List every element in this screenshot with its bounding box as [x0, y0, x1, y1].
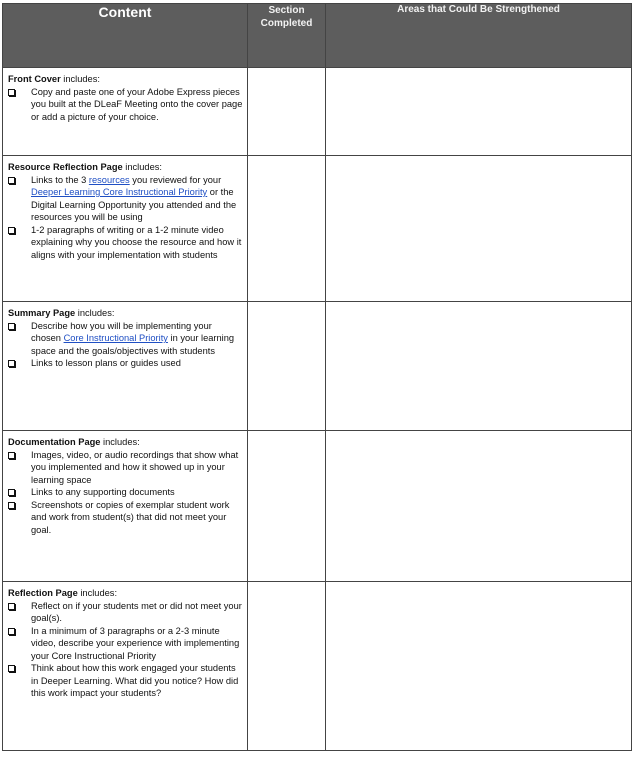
row-resource-reflection — [3, 156, 632, 302]
resources-link[interactable]: resources — [88, 174, 130, 185]
content-cell — [3, 156, 248, 302]
checklist-item: Links to lesson plans or guides used — [8, 357, 243, 370]
areas-cell[interactable] — [326, 68, 632, 156]
row-reflection — [3, 582, 632, 751]
row-documentation — [3, 431, 632, 582]
section-completed-cell[interactable] — [248, 431, 326, 582]
checkbox-icon — [8, 177, 15, 184]
checklist-item: Links to any supporting documents — [8, 486, 243, 499]
row-summary — [3, 302, 632, 431]
core-priority-link[interactable]: Core Instructional Priority — [63, 333, 168, 343]
header-content: Content — [3, 4, 248, 68]
row-title: Summary Page includes: — [8, 308, 115, 318]
checkbox-icon — [8, 89, 15, 96]
checkbox-icon — [8, 603, 15, 610]
row-title: Resource Reflection Page includes: — [8, 162, 162, 172]
checkbox-icon — [8, 360, 15, 367]
checkbox-icon — [8, 628, 15, 635]
checkbox-icon — [8, 227, 15, 234]
checklist-item: Screenshots or copies of exemplar student work and work from student(s) that did not meet your goal. — [8, 499, 243, 537]
section-completed-cell[interactable] — [248, 302, 326, 431]
content-cell — [3, 68, 248, 156]
checklist-item: Images, video, or audio recordings that show what you implemented and how it showed up in your learning space — [8, 449, 243, 487]
header-areas-strengthened: Areas that Could Be Strengthened — [326, 4, 632, 68]
section-completed-cell[interactable] — [248, 68, 326, 156]
checklist-item: Reflect on if your students met or did not meet your goal(s). — [8, 600, 243, 625]
row-title: Front Cover includes: — [8, 74, 100, 84]
checklist-item: Copy and paste one of your Adobe Express pieces you built at the DLeaF Meeting onto the cover page or add a picture of your choice. — [8, 86, 243, 124]
rubric-table — [2, 3, 632, 751]
areas-cell[interactable] — [326, 431, 632, 582]
content-cell — [3, 582, 248, 751]
areas-cell[interactable] — [326, 302, 632, 431]
checklist-item: Links to the 3 resources you reviewed for your Deeper Learning Core Instructional Priority or the Digital Learning Opportunity you attended and the resources you will be using — [8, 174, 243, 224]
checklist-item: 1-2 paragraphs of writing or a 1-2 minute video explaining why you choose the resource and how it aligns with your implementation with students — [8, 224, 243, 262]
checklist-item: Describe how you will be implementing your chosen Core Instructional Priority in your learning space and the goals/objectives with students — [8, 320, 243, 358]
areas-cell[interactable] — [326, 156, 632, 302]
row-front-cover — [3, 68, 632, 156]
areas-cell[interactable] — [326, 582, 632, 751]
content-cell — [3, 431, 248, 582]
checkbox-icon — [8, 665, 15, 672]
header-section-completed: Section Completed — [248, 4, 326, 68]
row-title: Reflection Page includes: — [8, 588, 118, 598]
core-priority-link[interactable]: Deeper Learning Core Instructional Priority — [31, 187, 208, 197]
checkbox-icon — [8, 489, 15, 496]
header-row — [3, 4, 632, 68]
content-cell — [3, 302, 248, 431]
section-completed-cell[interactable] — [248, 156, 326, 302]
checklist-item: In a minimum of 3 paragraphs or a 2-3 minute video, describe your experience with implementing your Core Instructional Priority — [8, 625, 243, 663]
checkbox-icon — [8, 502, 15, 509]
row-title: Documentation Page includes: — [8, 437, 140, 447]
checkbox-icon — [8, 323, 15, 330]
section-completed-cell[interactable] — [248, 582, 326, 751]
checklist-item: Think about how this work engaged your students in Deeper Learning. What did you notice? How did this work impact your students? — [8, 662, 243, 700]
checkbox-icon — [8, 452, 15, 459]
